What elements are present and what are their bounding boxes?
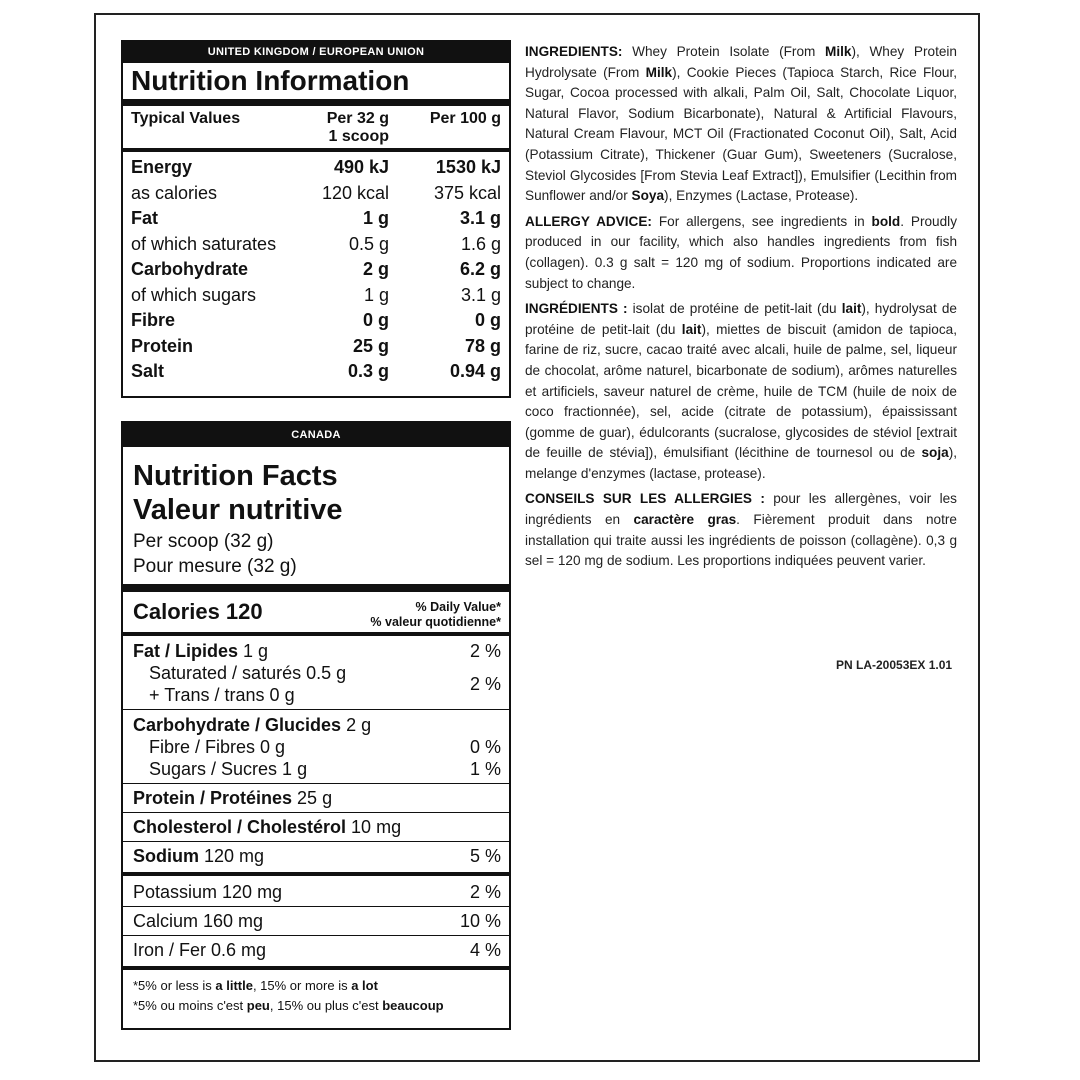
sugars-row: Sugars / Sucres 1 g 1 % — [149, 759, 501, 779]
typical-values-header: Typical Values — [131, 110, 241, 127]
table-row: as calories 120 kcal 375 kcal — [131, 182, 501, 203]
iron-row: Iron / Fer 0.6 mg 4 % — [133, 940, 501, 960]
uk-nutrition-panel — [121, 40, 511, 398]
protein-row: Protein / Protéines 25 g — [133, 788, 333, 808]
nutrition-facts-title: Nutrition Facts Valeur nutritive — [133, 460, 343, 526]
fat-row: Fat / Lipides 1 g 2 % — [133, 641, 501, 661]
ingredients-en: INGREDIENTS: Whey Protein Isolate (From Milk), Whey Protein Hydrolysate (From Milk), Cookie Pieces (Tapioca Starch, Rice Flour, Sugar, Cocoa processed with alkali, Palm Oil, Salt, Chocolate Liquor, Natural Flavor, Sodium Bicarbonate), Natural & Artificial Flavours, Natural Cream Flavour, MCT Oil (Fractionated Coconut Oil), Salt, Acid (Potassium Citrate), Thickener (Guar Gum), Sweeteners (Sucralose, Steviol Glycosides [From Stevia Leaf Extract]), Emulsifier (Lecithin from Sunflower and/or Soya), Enzymes (Lactase, Protease). — [525, 44, 957, 204]
thick-rule — [123, 584, 509, 592]
table-row: Protein 25 g 78 g — [131, 335, 501, 356]
uk-column-headers — [123, 106, 509, 148]
daily-value-footnote: *5% or less is a little, 15% or more is a lot *5% ou moins c'est peu, 15% ou plus c'est beaucoup — [133, 978, 444, 1013]
sodium-row: Sodium 120 mg 5 % — [133, 846, 501, 866]
table-row: Salt 0.3 g 0.94 g — [131, 361, 501, 381]
fat-group — [123, 636, 509, 709]
uk-rows — [123, 152, 509, 385]
calories-value: Calories 120 — [133, 599, 263, 624]
sat-trans-row: Saturated / saturés 0.5 g + Trans / trans 0 g 2 % — [149, 663, 501, 705]
carb-row: Carbohydrate / Glucides 2 g — [133, 715, 372, 735]
table-row: Fibre 0 g 0 g — [131, 310, 501, 330]
thick-rule — [123, 99, 509, 106]
canada-header: CANADA — [123, 423, 509, 447]
ingredients-text — [525, 42, 957, 577]
calories-row — [123, 592, 509, 630]
calcium-row: Calcium 160 mg 10 % — [133, 911, 501, 931]
canada-nutrition-panel — [121, 421, 511, 1030]
table-row: Fat 1 g 3.1 g — [131, 208, 501, 228]
potassium-row: Potassium 120 mg 2 % — [133, 882, 501, 902]
ingredients-fr: INGRÉDIENTS : isolat de protéine de petit-lait (du lait), hydrolysat de protéine de petit-lait (du lait), miettes de biscuit (amidon de tapioca, farine de riz, sucre, cacao traité avec alcali, huile de palme, sel, liqueur de chocolat, arôme naturel, bicarbonate de sodium), arômes naturelles et artificiels, saveur naturel de crème, huile de TCM (huile de noix de coco fractionnée), sel, acide (citrate de potassium), épaississant (gomme de guar), édulcorants (sucralose, glycosides de stéviol [extrait de feuille de stévia]), émulsifiant (lécithine de tournesol ou de soja), melange d'enzymes (lactase, protease). — [525, 301, 957, 481]
part-number: PN LA-20053EX 1.01 — [836, 658, 953, 672]
cholesterol-row: Cholesterol / Cholestérol 10 mg — [133, 817, 402, 837]
serving-size: Per scoop (32 g) Pour mesure (32 g) — [133, 531, 297, 577]
uk-header: UNITED KINGDOM / EUROPEAN UNION — [123, 42, 509, 63]
allergy-advice-fr: CONSEILS SUR LES ALLERGIES : pour les allergènes, voir les ingrédients en caractère gras. Fièrement produit dans notre installation qui traite aussi les ingrédients de poisson (collagène). 0,3 g sel = 120 mg de sodium. Les proportions indiquées peuvent varier. — [525, 491, 957, 569]
table-row: of which sugars 1 g 3.1 g — [131, 284, 501, 305]
fibre-row: Fibre / Fibres 0 g 0 % — [149, 737, 501, 757]
table-row: Carbohydrate 2 g 6.2 g — [131, 259, 501, 279]
per-scoop-header: Per 32 g 1 scoop — [326, 110, 389, 145]
carb-group — [123, 710, 509, 783]
allergy-advice-en: ALLERGY ADVICE: For allergens, see ingredients in bold. Proudly produced in our facility, which also handles ingredients from fish (collagen). 0.3 g salt = 120 mg of sodium. Proportions indicated are subject to change. — [525, 213, 957, 291]
daily-value-header: % Daily Value* % valeur quotidienne* — [370, 600, 501, 629]
table-row: Energy 490 kJ 1530 kJ — [131, 157, 501, 177]
uk-title: Nutrition Information — [131, 65, 410, 96]
per-100g-header: Per 100 g — [429, 110, 501, 127]
table-row: of which saturates 0.5 g 1.6 g — [131, 233, 501, 254]
